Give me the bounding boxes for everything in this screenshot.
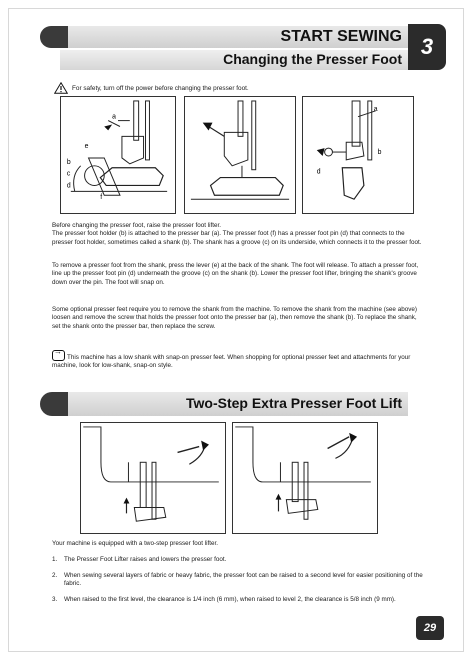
paragraph-intro (52, 222, 424, 247)
figure-lifter-level-1 (80, 422, 226, 534)
safety-note-text: For safety, turn off the power before changing the presser foot. (72, 84, 249, 92)
fig1-label-c: c (66, 170, 71, 178)
page-number: 29 (416, 616, 444, 640)
lifter-level-1-illustration (81, 423, 225, 533)
page-title: START SEWING (280, 28, 402, 45)
shank-screw-illustration (303, 97, 413, 213)
fig3-label-b: b (377, 149, 382, 157)
figure-presser-foot-parts (60, 96, 176, 214)
paragraph-low-shank-text: This machine has a low shank with snap-on presser feet. When shopping for optional presser feet and attachments for your machine, look for low-shank, snap-on style. (52, 354, 411, 370)
presser-foot-parts-illustration (61, 97, 175, 213)
fig3-label-d: d (316, 168, 321, 176)
list-item-number: 3. (52, 596, 58, 603)
chapter-tab: 3 (408, 24, 446, 70)
section-title-changing-foot: Changing the Presser Foot (223, 51, 402, 67)
release-lever-illustration (185, 97, 295, 213)
paragraph-intro-body: The presser foot holder (b) is attached to the presser bar (a). The presser foot (f) has a presser foot pin (d) that connects to the presser foot holder, sometimes called a shank (b). The shank has a groove (c) on its underside, which connects it to the presser foot. (52, 230, 422, 246)
figure-lifter-level-2 (232, 422, 378, 534)
section2-intro: Your machine is equipped with a two-step presser foot lifter. (52, 540, 219, 547)
paragraph-remove-foot: To remove a presser foot from the shank, press the lever (e) at the back of the shank. The foot will release. To attach a presser foot, line up the presser foot pin (d) underneath the groove (c) on the shank (b). Lower the presser foot lifter, bringing the shank's groove down over the pin. The foot will snap on. (52, 262, 419, 286)
fig1-label-b: b (66, 158, 71, 166)
paragraph-remove-shank: Some optional presser feet require you to remove the shank from the machine. To remove the shank from the machine (see above) loosen and remove the screw that holds the presser foot onto the presser bar (a), then remove the shank (b). To replace the shank, set the shank onto the presser bar, then replace the screw. (52, 306, 417, 330)
fig1-label-f: f (100, 194, 103, 202)
list-item (52, 596, 424, 604)
figure-release-lever (184, 96, 296, 214)
arrow-note-icon (52, 350, 65, 361)
list-item-number: 2. (52, 572, 58, 579)
section-title-two-step-lift: Two-Step Extra Presser Foot Lift (186, 395, 402, 411)
warning-icon (54, 82, 68, 94)
figure-shank-screw (302, 96, 414, 214)
header-bar-cap (40, 26, 68, 48)
lifter-level-2-illustration (233, 423, 377, 533)
list-item-text: The Presser Foot Lifter raises and lowers the presser foot. (64, 556, 227, 563)
list-item-number: 1. (52, 556, 58, 563)
list-item (52, 572, 424, 589)
fig1-label-e: e (84, 143, 89, 151)
fig1-label-d: d (66, 182, 71, 190)
list-item-text: When raised to the first level, the clearance is 1/4 inch (6 mm), when raised to level 2, the clearance is 5/8 inch (9 mm). (64, 596, 396, 603)
paragraph-low-shank-note (52, 350, 424, 371)
list-item (52, 556, 424, 564)
section2-bar-cap (40, 392, 68, 416)
safety-note (54, 82, 249, 94)
paragraph-intro-lead: Before changing the presser foot, raise the presser foot lifter. (52, 222, 222, 229)
list-item-text: When sewing several layers of fabric or heavy fabric, the presser foot can be raised to a second level for easier positioning of the fabric. (64, 572, 423, 588)
fig1-label-a: a (112, 113, 116, 121)
fig3-label-a: a (373, 105, 378, 113)
